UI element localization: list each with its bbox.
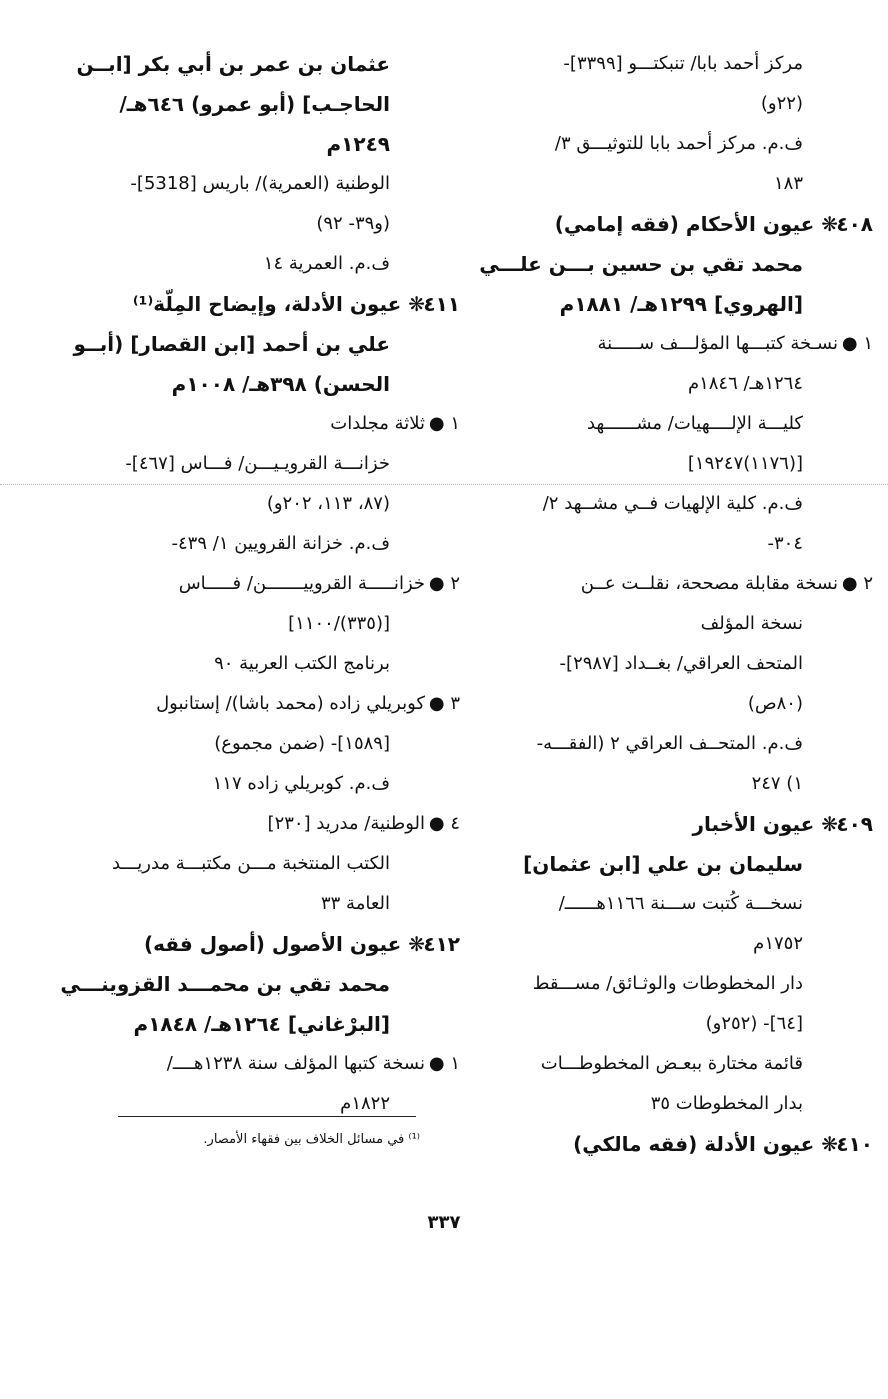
line-text: الوطنية (العمرية)/ باريس [5318]- bbox=[130, 173, 390, 194]
text-line bbox=[80, 364, 425, 404]
entry-line bbox=[468, 564, 873, 604]
line-text: ❋ عيون الأصول (أصول فقه) bbox=[144, 932, 425, 956]
line-text: الكتب المنتخبة مـــن مكتبـــة مدريـــد bbox=[111, 853, 390, 874]
page-number: ٣٣٧ bbox=[427, 1212, 461, 1233]
text-line bbox=[468, 884, 838, 924]
line-text: بدار المخطوطات ٣٥ bbox=[650, 1093, 803, 1114]
text-line bbox=[468, 364, 838, 404]
line-text: [٦٤]- (٢٥٢و) bbox=[705, 1013, 803, 1034]
text-line bbox=[468, 124, 838, 164]
text-line bbox=[80, 644, 425, 684]
entry-line bbox=[80, 404, 460, 444]
text-line bbox=[468, 924, 838, 964]
line-text: ❋ عيون الأدلة، وإيضاح المِلّة⁽¹⁾ bbox=[132, 292, 425, 316]
line-text: ف.م. خزانة القرويين ١/ ٤٣٩- bbox=[171, 533, 390, 554]
entry-line bbox=[80, 1044, 460, 1084]
line-text: نسخـــة كُتبت ســـنة ١١٦٦هــــــ/ bbox=[558, 893, 803, 914]
entry-line bbox=[80, 284, 460, 324]
text-line bbox=[468, 284, 838, 324]
text-line bbox=[468, 764, 838, 804]
line-text: ٣٠٤- bbox=[767, 533, 803, 554]
text-line bbox=[468, 164, 838, 204]
line-text: ف.م. العمرية ١٤ bbox=[263, 253, 390, 274]
line-text: ❋ عيون الأخبار bbox=[692, 812, 838, 836]
line-text: ف.م. كلية الإلهيات فــي مشــهد ٢/ bbox=[542, 493, 803, 514]
entry-number: ٤١٠ bbox=[836, 1132, 873, 1156]
entry-line bbox=[80, 564, 460, 604]
text-line bbox=[468, 444, 838, 484]
text-line bbox=[468, 604, 838, 644]
text-line bbox=[80, 164, 425, 204]
entry-number: ٤ ● bbox=[428, 813, 460, 834]
entry-line bbox=[468, 804, 873, 844]
line-text: كليـــة الإلــــهيات/ مشــــــهد bbox=[586, 413, 803, 434]
right-column bbox=[468, 44, 873, 1164]
text-line bbox=[80, 444, 425, 484]
line-text: [(١١٧٦)١٩٢٤٧] bbox=[687, 453, 803, 474]
text-line bbox=[468, 404, 838, 444]
text-line bbox=[60, 964, 425, 1004]
text-line bbox=[76, 44, 425, 84]
text-line bbox=[468, 1084, 838, 1124]
line-text: مركز أحمد بابا/ تنبكتـــو [٣٣٩٩]- bbox=[563, 53, 803, 74]
line-text: العامة ٣٣ bbox=[320, 893, 390, 914]
line-text: [١٥٨٩]- (ضمن مجموع) bbox=[214, 733, 390, 754]
text-line bbox=[468, 524, 838, 564]
line-text: محمد تقي بن حسين بـــن علـــي bbox=[479, 252, 803, 276]
line-text: ف.م. مركز أحمد بابا للتوثيـــق ٣/ bbox=[554, 133, 803, 154]
line-text: عثمان بن عمر بن أبي بكر [ابــن bbox=[76, 52, 390, 76]
line-text: ف.م. المتحــف العراقي ٢ (الفقـــه- bbox=[536, 733, 803, 754]
text-line bbox=[80, 844, 425, 884]
line-text: (٨٧، ١١٣، ٢٠٢و) bbox=[266, 493, 390, 514]
line-text: (٨٠ص) bbox=[747, 693, 803, 714]
text-line bbox=[80, 84, 425, 124]
left-column bbox=[60, 44, 460, 1124]
line-text: الوطنية/ مدريد [٢٣٠] bbox=[267, 813, 425, 834]
line-text: ١٨٣ bbox=[773, 173, 803, 194]
line-text: ١٢٤٩م bbox=[326, 132, 390, 156]
text-line bbox=[468, 724, 838, 764]
text-line bbox=[468, 844, 838, 884]
text-line bbox=[468, 1004, 838, 1044]
text-line bbox=[468, 644, 838, 684]
line-text: ثلاثة مجلدات bbox=[330, 413, 425, 434]
line-text: [(٣٣٥)/١١٠٠] bbox=[288, 613, 390, 634]
text-line bbox=[80, 1084, 425, 1124]
text-line bbox=[80, 484, 425, 524]
line-text: الحسن) ٣٩٨هـ/ ١٠٠٨م bbox=[171, 372, 390, 396]
entry-line bbox=[468, 1124, 873, 1164]
line-text: برنامج الكتب العربية ٩٠ bbox=[214, 653, 390, 674]
line-text: دار المخطوطات والوثـائق/ مســـقط bbox=[532, 973, 803, 994]
text-line bbox=[80, 124, 425, 164]
text-line bbox=[80, 204, 425, 244]
text-line bbox=[80, 724, 425, 764]
text-line bbox=[80, 884, 425, 924]
line-text: نسخة كتبها المؤلف سنة ١٢٣٨هــــ/ bbox=[166, 1053, 425, 1074]
entry-number: ٤٠٩ bbox=[836, 812, 873, 836]
text-line bbox=[80, 1004, 425, 1044]
line-text: ف.م. كوبريلي زاده ١١٧ bbox=[212, 773, 390, 794]
line-text: علي بن أحمد [ابن القصار] (أبــو bbox=[73, 332, 390, 356]
entry-line bbox=[80, 804, 460, 844]
line-text: محمد تقي بن محمـــد القزوينـــي bbox=[60, 972, 390, 996]
text-line bbox=[80, 604, 425, 644]
text-line bbox=[468, 964, 838, 1004]
line-text: [الهروي] ١٢٩٩هـ/ ١٨٨١م bbox=[559, 292, 803, 316]
text-line bbox=[468, 684, 838, 724]
line-text: نسخة مقابلة مصححة، نقلــت عــن bbox=[580, 573, 838, 594]
text-line bbox=[468, 84, 838, 124]
entry-number: ٤٠٨ bbox=[836, 212, 873, 236]
line-text: سليمان بن علي [ابن عثمان] bbox=[523, 852, 803, 876]
text-line bbox=[73, 324, 425, 364]
entry-number: ١ ● bbox=[428, 413, 460, 434]
line-text: خزانـــــة القروييـــــــن/ فـــــاس bbox=[178, 573, 425, 594]
line-text: (و٣٩- ٩٢) bbox=[316, 213, 390, 234]
line-text: نسخة المؤلف bbox=[700, 613, 803, 634]
footnote: ⁽¹⁾ في مسائل الخلاف بين فقهاء الأمصار. bbox=[203, 1132, 420, 1147]
text-line bbox=[80, 524, 425, 564]
entry-number: ٤١١ bbox=[423, 292, 460, 316]
entry-number: ١ ● bbox=[428, 1053, 460, 1074]
line-text: قائمة مختارة ببعـض المخطوطـــات bbox=[540, 1053, 803, 1074]
entry-number: ٢ ● bbox=[428, 573, 460, 594]
entry-number: ٢ ● bbox=[841, 573, 873, 594]
entry-number: ١ ● bbox=[841, 333, 873, 354]
line-text: كوبريلي زاده (محمد باشا)/ إستانبول bbox=[156, 693, 425, 714]
entry-line bbox=[468, 204, 873, 244]
line-text: نسـخة كتبـــها المؤلـــف ســـــنة bbox=[597, 333, 838, 354]
text-line bbox=[80, 244, 425, 284]
entry-number: ٣ ● bbox=[428, 693, 460, 714]
line-text: ١٨٢٢م bbox=[340, 1093, 390, 1114]
entry-line bbox=[80, 924, 460, 964]
text-line bbox=[468, 44, 838, 84]
footnote-rule bbox=[118, 1116, 416, 1117]
line-text: [البرْغاني] ١٢٦٤هـ/ ١٨٤٨م bbox=[133, 1012, 390, 1036]
line-text: ١) ٢٤٧ bbox=[751, 773, 803, 794]
line-text: ❋ عيون الأدلة (فقه مالكي) bbox=[573, 1132, 838, 1156]
entry-line bbox=[80, 684, 460, 724]
entry-line bbox=[468, 324, 873, 364]
text-line bbox=[468, 1044, 838, 1084]
line-text: ❋ عيون الأحكام (فقه إمامي) bbox=[554, 212, 838, 236]
line-text: (٢٢و) bbox=[760, 93, 803, 114]
line-text: الحاجـب] (أبو عمرو) ٦٤٦هـ/ bbox=[119, 92, 390, 116]
text-line bbox=[468, 484, 838, 524]
entry-number: ٤١٢ bbox=[423, 932, 460, 956]
text-line bbox=[468, 244, 838, 284]
line-text: خزانـــة القرويـيـــن/ فـــاس [٤٦٧]- bbox=[125, 453, 390, 474]
line-text: ١٢٦٤هـ/ ١٨٤٦م bbox=[687, 373, 803, 394]
text-line bbox=[80, 764, 425, 804]
line-text: المتحف العراقي/ بغــداد [٢٩٨٧]- bbox=[559, 653, 803, 674]
line-text: ١٧٥٢م bbox=[753, 933, 803, 954]
